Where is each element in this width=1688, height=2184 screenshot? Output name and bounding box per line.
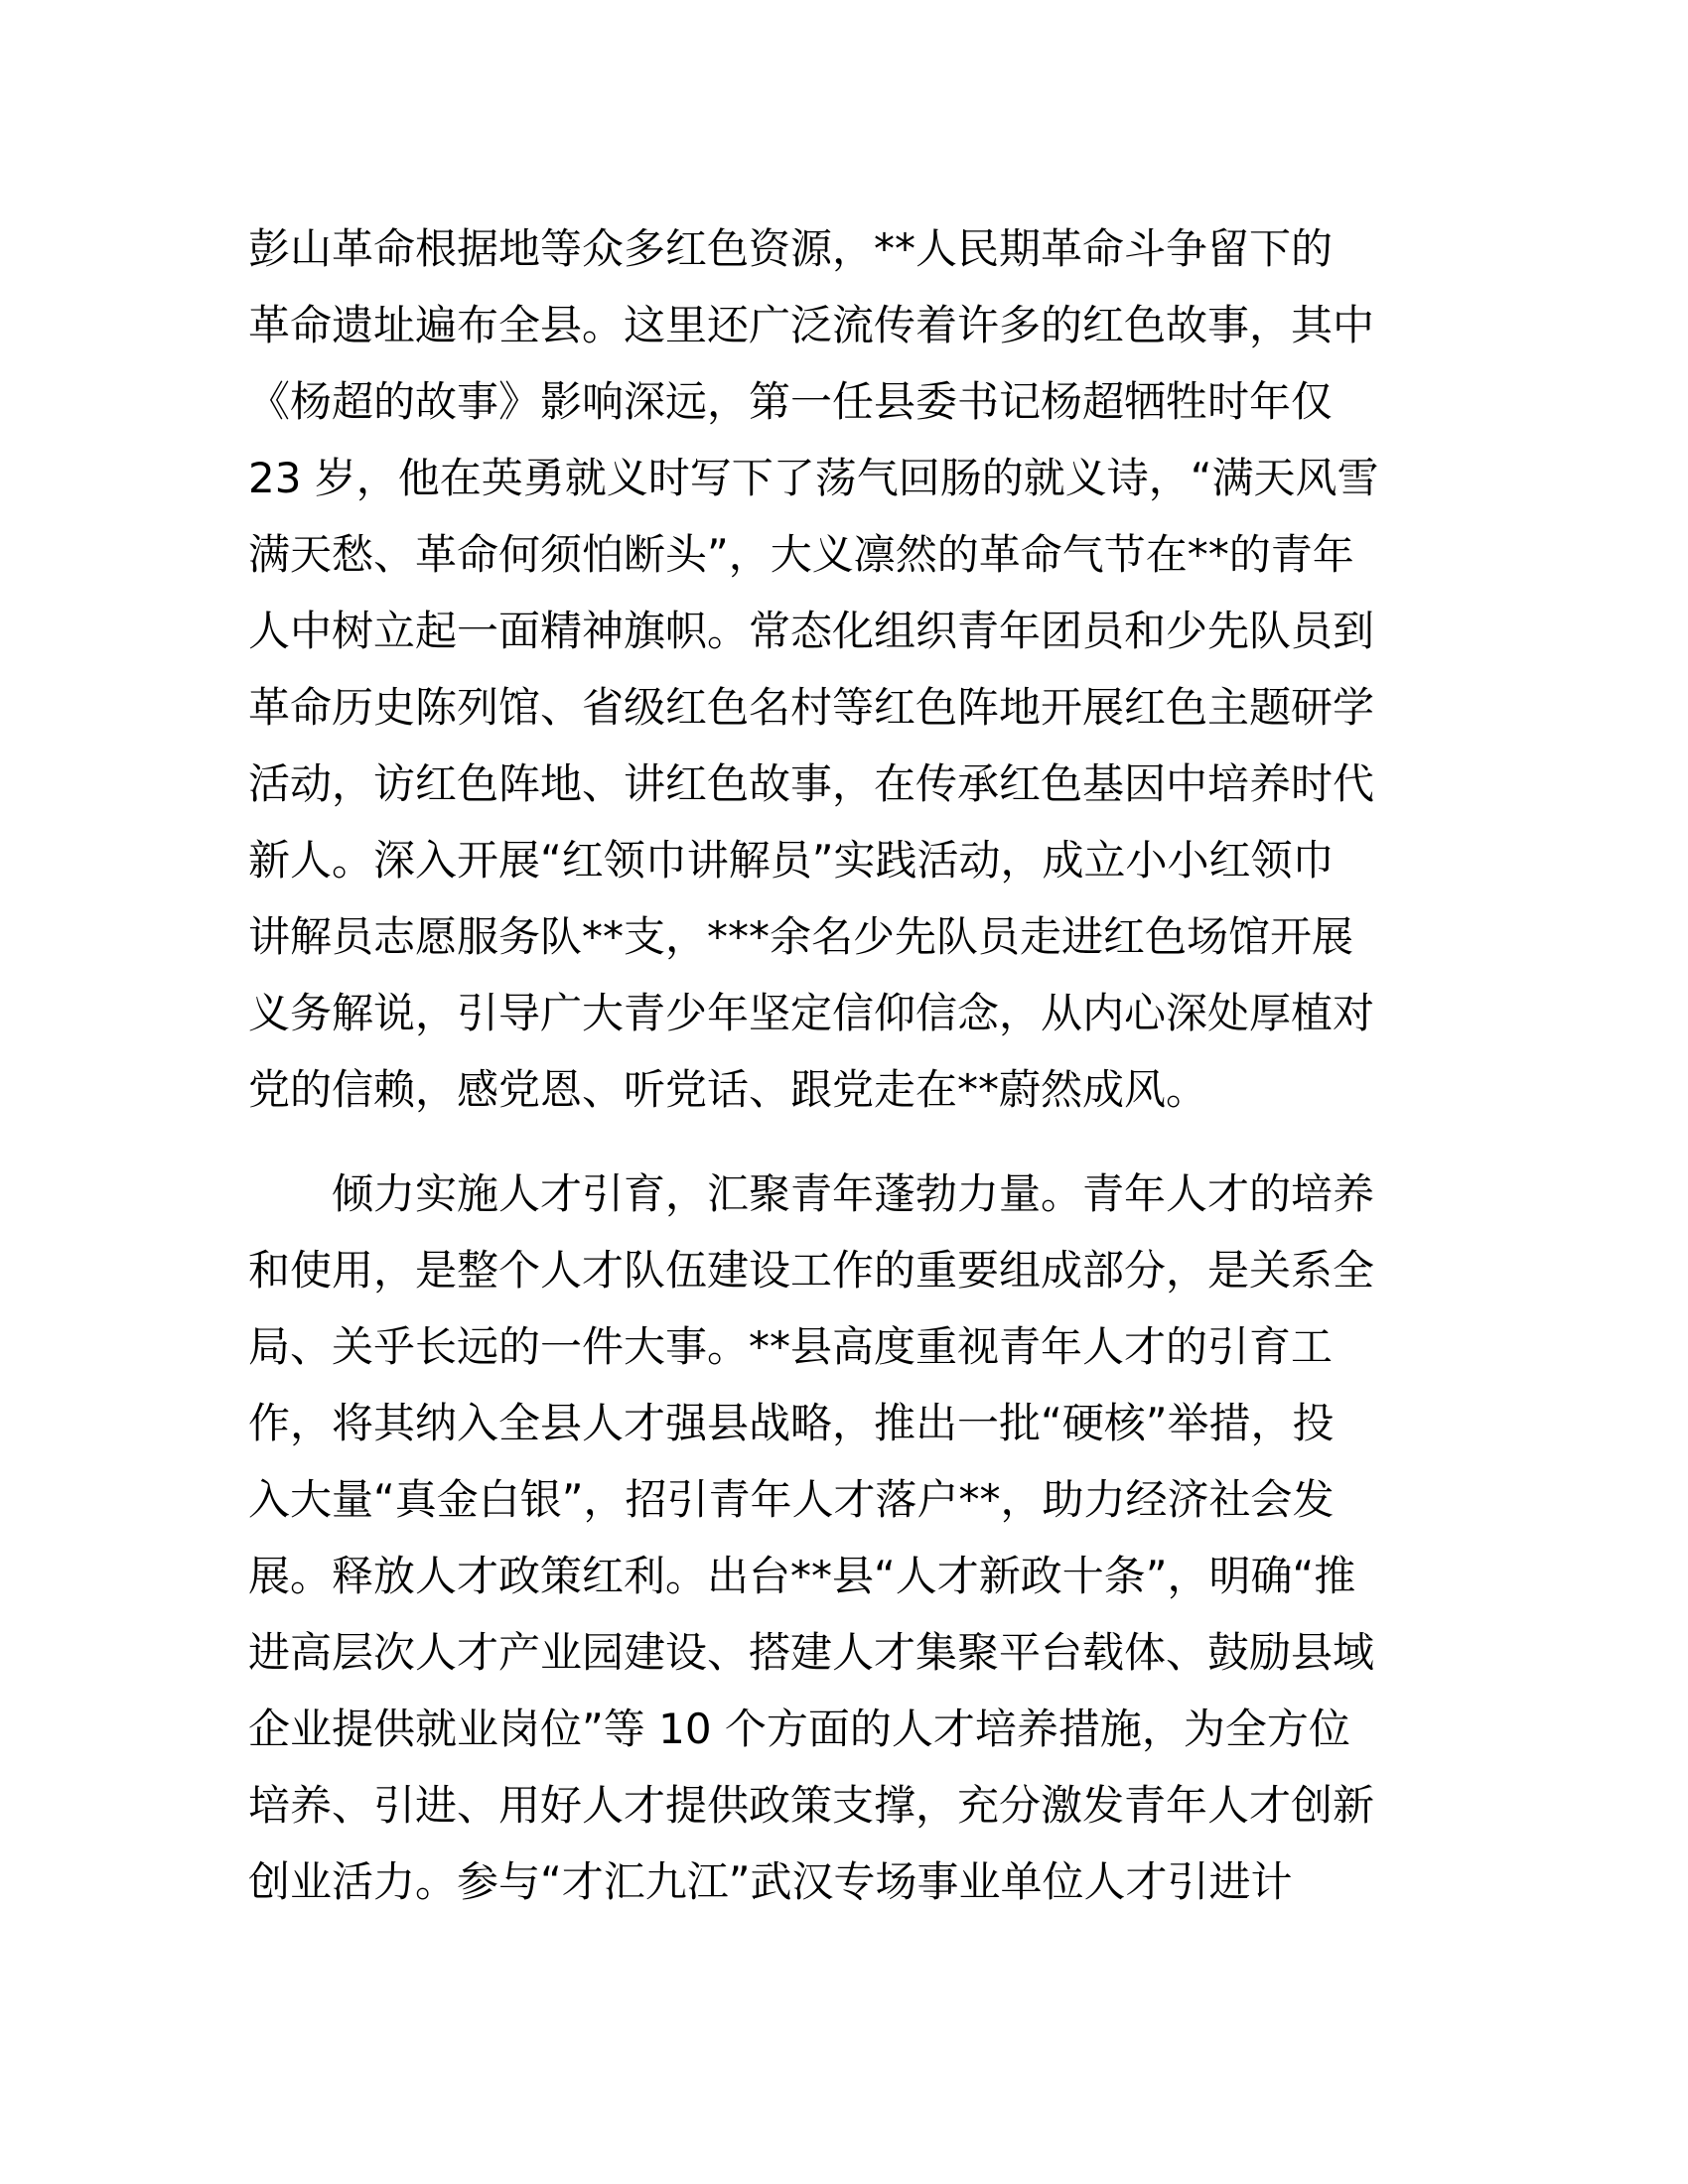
text-line: 党的信赖，感党恩、听党话、跟党走在**蔚然成风。 <box>248 1065 1208 1114</box>
text-line: 作，将其纳入全县人才强县战略，推出一批“硬核”举措，投 <box>248 1399 1335 1447</box>
text-line: 新人。深入开展“红领巾讲解员”实践活动，成立小小红领巾 <box>248 836 1335 885</box>
text-line: 人中树立起一面精神旗帜。常态化组织青年团员和少先队员到 <box>248 607 1375 655</box>
text-line: 展。释放人才政策红利。出台**县“人才新政十条”，明确“推 <box>248 1552 1356 1600</box>
text-line: 入大量“真金白银”，招引青年人才落户**，助力经济社会发 <box>248 1475 1335 1524</box>
paragraph-talent-introduction <box>248 1156 1440 1920</box>
text-line: 倾力实施人才引育，汇聚青年蓬勃力量。青年人才的培养 <box>332 1169 1375 1218</box>
text-line: 进高层次人才产业园建设、搭建人才集聚平台载体、鼓励县域 <box>248 1628 1375 1677</box>
text-line: 和使用，是整个人才队伍建设工作的重要组成部分，是关系全 <box>248 1246 1375 1295</box>
text-line: 培养、引进、用好人才提供政策支撑，充分激发青年人才创新 <box>248 1781 1375 1830</box>
text-line: 义务解说，引导广大青少年坚定信仰信念，从内心深处厚植对 <box>248 989 1375 1037</box>
text-line: 《杨超的故事》影响深远，第一任县委书记杨超牺牲时年仅 <box>248 377 1334 426</box>
text-line: 23 岁，他在英勇就义时写下了荡气回肠的就义诗，“满天风雪 <box>248 454 1379 502</box>
text-line: 讲解员志愿服务队**支，***余名少先队员走进红色场馆开展 <box>248 912 1354 961</box>
paragraph-red-resources <box>248 210 1440 1128</box>
text-line: 彭山革命根据地等众多红色资源，**人民期革命斗争留下的 <box>248 224 1334 273</box>
text-line: 局、关乎长远的一件大事。**县高度重视青年人才的引育工 <box>248 1322 1334 1371</box>
text-line: 企业提供就业岗位”等 10 个方面的人才培养措施，为全方位 <box>248 1705 1350 1753</box>
text-line: 活动，访红色阵地、讲红色故事，在传承红色基因中培养时代 <box>248 759 1375 808</box>
text-line: 满天愁、革命何须怕断头”，大义凛然的革命气节在**的青年 <box>248 530 1354 579</box>
text-line: 革命历史陈列馆、省级红色名村等红色阵地开展红色主题研学 <box>248 683 1375 732</box>
text-line: 创业活力。参与“才汇九江”武汉专场事业单位人才引进计 <box>248 1857 1293 1906</box>
text-line: 革命遗址遍布全县。这里还广泛流传着许多的红色故事，其中 <box>248 301 1375 349</box>
